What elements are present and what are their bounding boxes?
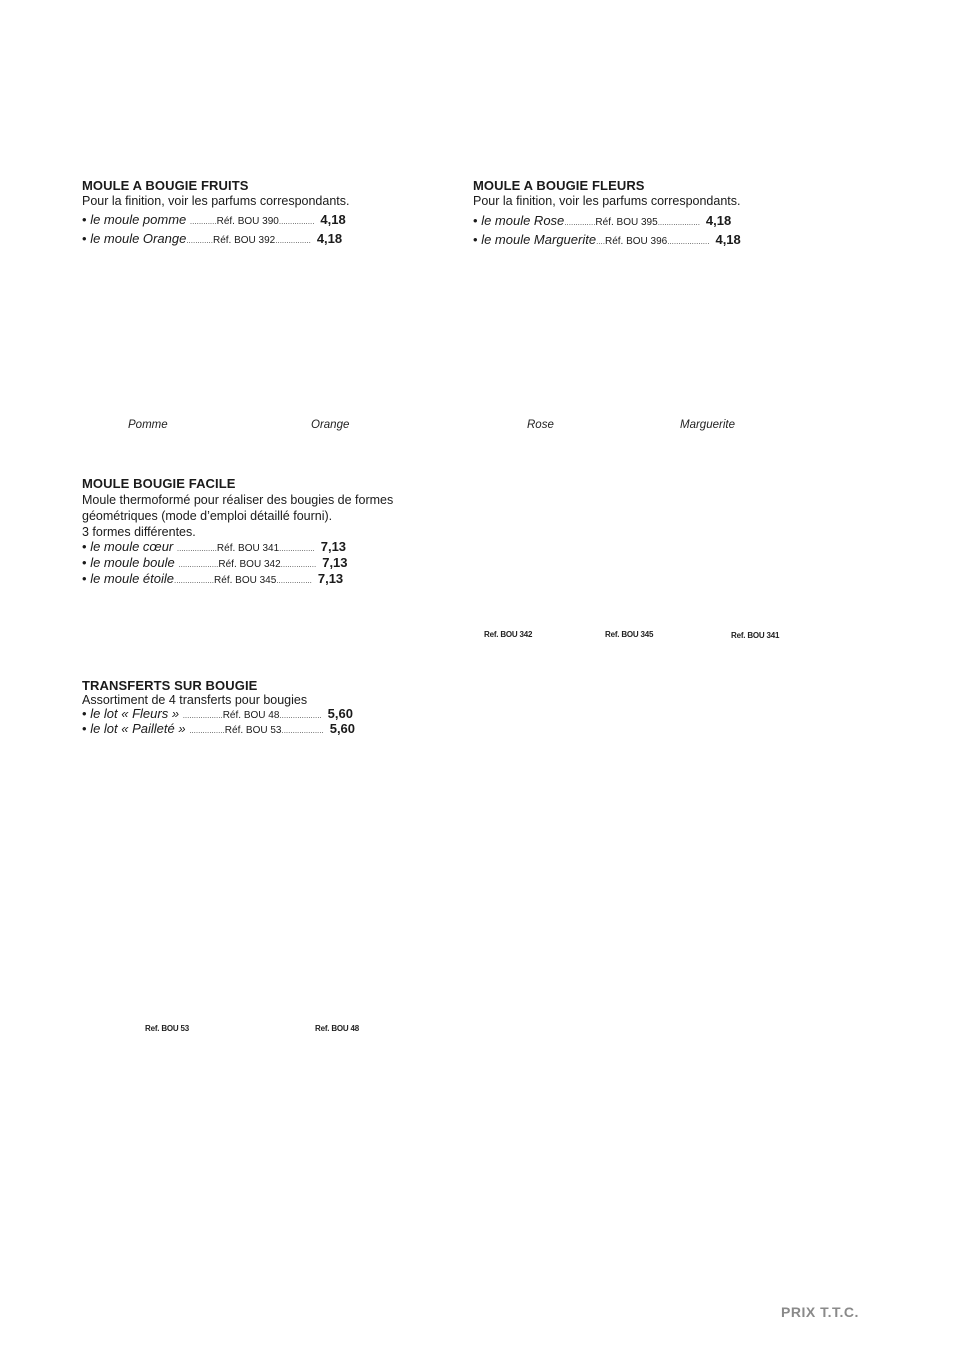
item-ref: Réf. BOU 345 [214, 575, 277, 586]
leader-dots: ............ [189, 217, 217, 226]
item-ref: Réf. BOU 392 [212, 235, 276, 246]
fleurs-description: Pour la finition, voir les parfums correspondants. [473, 194, 741, 208]
caption-orange: Orange [311, 419, 350, 431]
item-ref: Réf. BOU 341 [216, 543, 280, 554]
item-price: 5,60 [327, 706, 353, 721]
leader-dots: .............. [564, 218, 596, 227]
item-price: 4,18 [715, 232, 741, 247]
fruits-item-orange [82, 231, 342, 249]
item-price: 4,18 [705, 213, 732, 228]
item-ref: Réf. BOU 390 [216, 216, 279, 227]
leader-dots: ................ [279, 544, 315, 553]
leader-dots: .... [596, 237, 605, 246]
transferts-title: TRANSFERTS SUR BOUGIE [82, 678, 258, 693]
leader-dots: .................. [176, 544, 217, 553]
facile-description-line1: Moule thermoformé pour réaliser des bougies de formes [82, 493, 394, 507]
ref-caption-bou-341: Ref. BOU 341 [731, 631, 780, 640]
bullet: • [82, 721, 87, 736]
item-price: 7,13 [320, 539, 347, 554]
leader-dots: ................ [189, 726, 225, 735]
leader-dots: ................ [280, 560, 317, 569]
bullet: • [82, 231, 87, 246]
footer-prix-ttc: PRIX T.T.C. [781, 1304, 859, 1320]
item-ref: Réf. BOU 396 [604, 236, 668, 247]
item-price: 4,18 [316, 231, 343, 246]
bullet: • [473, 213, 478, 228]
ref-caption-bou-345: Ref. BOU 345 [605, 630, 654, 639]
leader-dots: ................... [657, 218, 700, 227]
transferts-description: Assortiment de 4 transferts pour bougies [82, 693, 308, 707]
leader-dots: .................. [174, 576, 215, 585]
item-name: le lot « Fleurs » [90, 706, 180, 721]
caption-marguerite: Marguerite [680, 419, 735, 431]
bullet: • [82, 706, 87, 721]
item-name: le moule étoile [90, 571, 175, 586]
item-ref: Réf. BOU 53 [224, 725, 282, 736]
leader-dots: ................... [281, 726, 324, 735]
ref-caption-bou-342: Ref. BOU 342 [484, 630, 533, 639]
caption-pomme: Pomme [128, 419, 168, 431]
facile-title: MOULE BOUGIE FACILE [82, 476, 236, 491]
leader-dots: ................ [275, 236, 311, 245]
leader-dots: ................... [279, 711, 322, 720]
leader-dots: ................... [667, 237, 710, 246]
fleurs-item-marguerite [473, 232, 741, 250]
item-price: 7,13 [317, 571, 344, 586]
bullet: • [473, 232, 478, 247]
item-price: 4,18 [320, 212, 346, 227]
bullet: • [82, 555, 87, 570]
bullet: • [82, 571, 87, 586]
leader-dots: ................ [278, 217, 315, 226]
ref-caption-bou-53: Ref. BOU 53 [145, 1024, 190, 1033]
leader-dots: .................. [178, 560, 219, 569]
fruits-item-pomme [82, 212, 346, 230]
transferts-item-paillete [82, 721, 355, 739]
bullet: • [82, 212, 87, 227]
item-name: le moule cœur [90, 539, 174, 554]
fruits-description: Pour la finition, voir les parfums correspondants. [82, 194, 350, 208]
item-name: le moule Rose [481, 213, 565, 228]
item-price: 5,60 [329, 721, 356, 736]
caption-rose: Rose [527, 419, 554, 431]
item-ref: Réf. BOU 395 [595, 217, 658, 228]
facile-description-line3: 3 formes différentes. [82, 525, 196, 539]
facile-item-etoile [82, 571, 343, 589]
item-name: le moule Marguerite [481, 232, 597, 247]
item-name: le lot « Pailleté » [90, 721, 186, 736]
leader-dots: ................ [276, 576, 312, 585]
item-price: 7,13 [322, 555, 348, 570]
fleurs-item-rose [473, 213, 731, 231]
leader-dots: ............ [186, 236, 213, 245]
facile-description-line2: géométriques (mode d’emploi détaillé fourni). [82, 509, 333, 523]
item-ref: Réf. BOU 48 [222, 710, 280, 721]
item-name: le moule boule [90, 555, 175, 570]
leader-dots: .................. [182, 711, 223, 720]
item-name: le moule pomme [90, 212, 187, 227]
fruits-title: MOULE A BOUGIE FRUITS [82, 178, 249, 193]
item-ref: Réf. BOU 342 [218, 559, 281, 570]
ref-caption-bou-48: Ref. BOU 48 [315, 1024, 360, 1033]
item-name: le moule Orange [90, 231, 187, 246]
bullet: • [82, 539, 87, 554]
fleurs-title: MOULE A BOUGIE FLEURS [473, 178, 645, 193]
